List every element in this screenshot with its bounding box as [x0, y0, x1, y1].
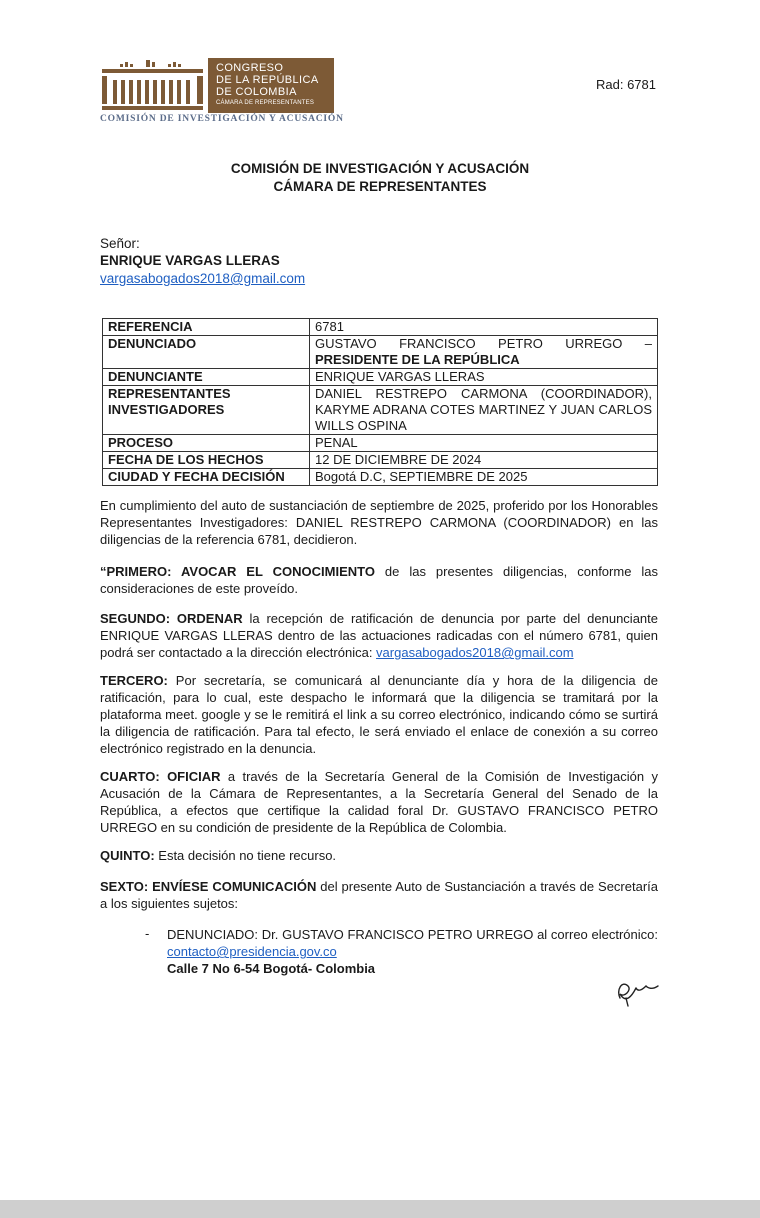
row-value	[310, 336, 658, 369]
row-value: Bogotá D.C, SEPTIEMBRE DE 2025	[310, 469, 658, 486]
sexto-text: del presente Auto de Sustanciación a través de Secretaría a los siguientes sujetos:	[100, 879, 658, 911]
intro-paragraph: En cumplimiento del auto de sustanciación de septiembre de 2025, proferido por los Honorables Representantes Investigadores: DANIEL RESTREPO CARMONA (COORDINADOR) en las diligencias de la referencia 6781, decidieron.	[100, 498, 658, 547]
logo-title-block	[208, 58, 334, 113]
table-row	[103, 386, 658, 435]
logo-line: DE COLOMBIA	[216, 86, 297, 98]
logo-line: CONGRESO	[216, 62, 284, 74]
tercero-text: Por secretaría, se comunicará al denunciante día y hora de la diligencia de ratificación, para lo cual, este despacho le informará que la diligencia se tramitará por la plataforma meet. google y se le remitirá el link a su correo electrónico, indicando cómo se surtirá la diligencia de ratificación. Para tal efecto, le será enviado el enlace de conexión a su correo electrónico registrado en la denuncia.	[100, 673, 658, 756]
row-key: DENUNCIADO	[103, 336, 310, 369]
table-row	[103, 319, 658, 336]
logo-subtitle: COMISIÓN DE INVESTIGACIÓN Y ACUSACIÓN	[100, 114, 344, 124]
capitol-building-icon	[100, 60, 205, 115]
table-row	[103, 435, 658, 452]
primero-paragraph	[100, 563, 658, 597]
row-key: REPRESENTANTES INVESTIGADORES	[103, 386, 310, 435]
table-row	[103, 452, 658, 469]
segundo-email-link[interactable]: vargasabogados2018@gmail.com	[376, 645, 574, 660]
quinto-text: Esta decisión no tiene recurso.	[154, 848, 337, 863]
segundo-text: la recepción de ratificación de denuncia por parte del denunciante ENRIQUE VARGAS LLERAS dentro de las actuaciones radicadas con el número 6781, quien podrá ser contactado a la dirección electrónica:	[100, 611, 658, 660]
addressee-email-link[interactable]: vargasabogados2018@gmail.com	[100, 271, 306, 286]
segundo-paragraph	[100, 610, 658, 661]
tercero-label: TERCERO:	[100, 673, 168, 688]
cuarto-paragraph	[100, 768, 658, 836]
logo-line: DE LA REPÚBLICA	[216, 74, 319, 86]
row-key: CIUDAD Y FECHA DECISIÓN	[103, 469, 310, 486]
quinto-label: QUINTO:	[100, 848, 155, 863]
segundo-label: SEGUNDO: ORDENAR	[100, 611, 243, 626]
table-row	[103, 369, 658, 386]
bottom-scroll-bar	[0, 1200, 760, 1218]
handwritten-initials-signature	[612, 968, 660, 1008]
primero-text: de las presentes diligencias, conforme las consideraciones de este proveído.	[100, 564, 659, 596]
row-value: PENAL	[310, 435, 658, 452]
addressee-name: ENRIQUE VARGAS LLERAS	[100, 253, 280, 268]
list-bullet: -	[145, 926, 150, 941]
row-value: ENRIQUE VARGAS LLERAS	[310, 369, 658, 386]
quinto-paragraph	[100, 847, 658, 864]
recipient-address: Calle 7 No 6-54 Bogotá- Colombia	[167, 961, 376, 976]
document-subtitle: CÁMARA DE REPRESENTANTES	[273, 179, 487, 194]
cuarto-label: CUARTO: OFICIAR	[100, 769, 221, 784]
table-row	[103, 336, 658, 369]
primero-label: “PRIMERO: AVOCAR EL CONOCIMIENTO	[100, 564, 375, 579]
congress-logo	[100, 55, 344, 125]
recipient-list-item	[167, 926, 658, 977]
document-title: COMISIÓN DE INVESTIGACIÓN Y ACUSACIÓN	[230, 161, 530, 176]
row-value: 6781	[310, 319, 658, 336]
table-row	[103, 469, 658, 486]
row-key: REFERENCIA	[103, 319, 310, 336]
row-key: PROCESO	[103, 435, 310, 452]
salutation: Señor:	[100, 236, 140, 251]
row-value-line: GUSTAVO FRANCISCO PETRO URREGO –	[315, 336, 652, 351]
row-key: DENUNCIANTE	[103, 369, 310, 386]
tercero-paragraph	[100, 672, 658, 757]
radicado-number: Rad: 6781	[596, 77, 656, 92]
reference-table	[102, 318, 658, 486]
logo-line: CÁMARA DE REPRESENTANTES	[216, 100, 315, 106]
recipient-text: DENUNCIADO: Dr. GUSTAVO FRANCISCO PETRO URREGO al correo electrónico:	[167, 927, 658, 942]
row-value: DANIEL RESTREPO CARMONA (COORDINADOR), KARYME ADRANA COTES MARTINEZ Y JUAN CARLOS WILLS OSPINA	[310, 386, 658, 435]
sexto-label: SEXTO: ENVÍESE COMUNICACIÓN	[100, 879, 317, 894]
row-value: 12 DE DICIEMBRE DE 2024	[310, 452, 658, 469]
row-value-line: PRESIDENTE DE LA REPÚBLICA	[315, 352, 520, 367]
cuarto-text: a través de la Secretaría General de la Comisión de Investigación y Acusación de la Cámara de Representantes, a la Secretaría General del Senado de la República, a efectos que certifique la calidad foral Dr. GUSTAVO FRANCISCO PETRO URREGO en su condición de presidente de la República de Colombia.	[100, 769, 658, 835]
recipient-email-link[interactable]: contacto@presidencia.gov.co	[167, 944, 337, 959]
row-key: FECHA DE LOS HECHOS	[103, 452, 310, 469]
sexto-paragraph	[100, 878, 658, 912]
